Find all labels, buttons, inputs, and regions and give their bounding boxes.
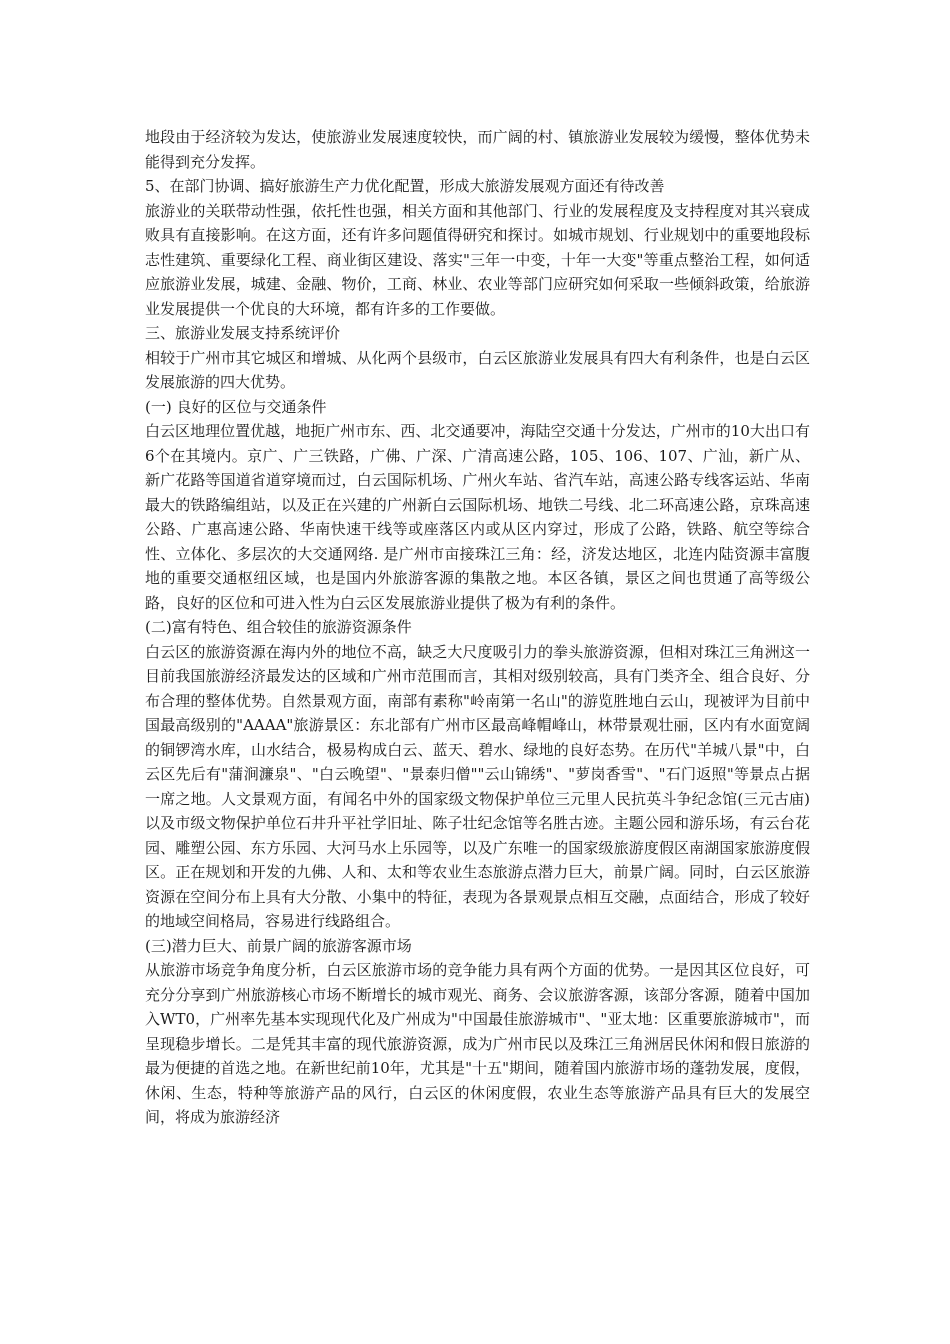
paragraph-sub-1: 白云区地理位置优越，地扼广州市东、西、北交通要冲，海陆空交通十分发达，广州市的10大出口有6个在其境内。京广、广三铁路，广佛、广深、广清高速公路，105、106、107、广汕，新广从、新广花路等国道省道穿境而过，白云国际机场、广州火车站、省汽车站，高速公路专线客运站、华南最大的铁路编组站，以及正在兴建的广州新白云国际机场、地铁二号线、北二环高速公路，京珠高速公路、广惠高速公路、华南快速干线等或座落区内或从区内穿过，形成了公路，铁路、航空等综合性、立体化、多层次的大交通网络. 是广州市亩接珠江三角：经，济发达地区，北连内陆资源丰富腹地的重要交通枢纽区域，也是国内外旅游客源的集散之地。本区各镇，景区之间也贯通了高等级公路，良好的区位和可进入性为白云区发展旅游业提供了极为有利的条件。: [145, 422, 810, 612]
paragraph-intro-continued: 地段由于经济较为发达，使旅游业发展速度较快，而广阔的村、镇旅游业发展较为缓慢，整体优势未能得到充分发挥。: [145, 128, 810, 171]
section-heading-3: 三、旅游业发展支持系统评价: [145, 324, 341, 342]
document-body: [145, 125, 810, 1130]
subheading-2: (二)富有特色、组合较佳的旅游资源条件: [145, 618, 412, 636]
paragraph-sub-3: 从旅游市场竞争角度分析，白云区旅游市场的竞争能力具有两个方面的优势。一是因其区位良好，可充分分享到广州旅游核心市场不断增长的城市观光、商务、会议旅游客源，该部分客源，随着中国加入WT0，广州率先基本实现现代化及广州成为"中国最佳旅游城市"、"亚太地：区重要旅游城市"，而呈现稳步增长。二是凭其丰富的现代旅游资源，成为广州市民以及珠江三角洲居民休闲和假日旅游的最为便捷的首选之地。在新世纪前10年，尤其是"十五"期间，随着国内旅游市场的蓬勃发展，度假，休闲、生态，特种等旅游产品的风行，白云区的休闲度假，农业生态等旅游产品具有巨大的发展空间，将成为旅游经济: [145, 961, 810, 1126]
subheading-3: (三)潜力巨大、前景广阔的旅游客源市场: [145, 936, 412, 955]
paragraph-sub-2: 白云区的旅游资源在海内外的地位不高，缺乏大尺度吸引力的拳头旅游资源，但相对珠江三角洲这一目前我国旅游经济最发达的区域和广州市范围而言，其相对级别较高，具有门类齐全、组合良好、分布合理的整体优势。自然景观方面，南部有素称"岭南第一名山"的游览胜地白云山，现被评为目前中国最高级别的"AAAA"旅游景区：东北部有广州市区最高峰帽峰山，林带景观壮丽，区内有水面宽阔的铜锣湾水库，山水结合，极易构成白云、蓝天、碧水、绿地的良好态势。在历代"羊城八景"中，白云区先后有"蒲涧濂泉"、"白云晚望"、"景泰归僧""云山锦绣"、"萝岗香雪"、"石门返照"等景点占据一席之地。人文景观方面，有闻名中外的国家级文物保护单位三元里人民抗英斗争纪念馆(三元古庙)以及市级文物保护单位石井升平社学旧址、陈子壮纪念馆等名胜古迹。主题公园和游乐场，有云台花园、雕塑公园、东方乐园、大河马水上乐园等，以及广东唯一的国家级旅游度假区南湖国家旅游度假区。正在规划和开发的九佛、人和、太和等农业生态旅游点潜力巨大，前景广阔。同时，白云区旅游资源在空间分布上具有大分散、小集中的特征，表现为各景观景点相互交融，点面结合，形成了较好的地域空间格局，容易进行线路组合。: [145, 642, 810, 930]
paragraph-item-5: 旅游业的关联带动性强，依托性也强，相关方面和其他部门、行业的发展程度及支持程度对其兴衰成败具有直接影响。在这方面，还有许多问题值得研究和探讨。如城市规划、行业规划中的重要地段标志性建筑、重要绿化工程、商业街区建设、落实"三年一中变，十年一大变"等重点整治工程，如何适应旅游业发展，城建、金融、物价，工商、林业、农业等部门应研究如何采取一些倾斜政策，给旅游业发展提供一个优良的大环境，都有许多的工作要做。: [145, 201, 810, 318]
paragraph-section-3: 相较于广州市其它城区和增城、从化两个县级市，白云区旅游业发展具有四大有利条件，也是白云区发展旅游的四大优势。: [145, 348, 810, 391]
subheading-1: (一) 良好的区位与交通条件: [145, 397, 327, 416]
heading-item-5: 5、在部门协调、搞好旅游生产力优化配置，形成大旅游发展观方面还有待改善: [145, 177, 665, 195]
